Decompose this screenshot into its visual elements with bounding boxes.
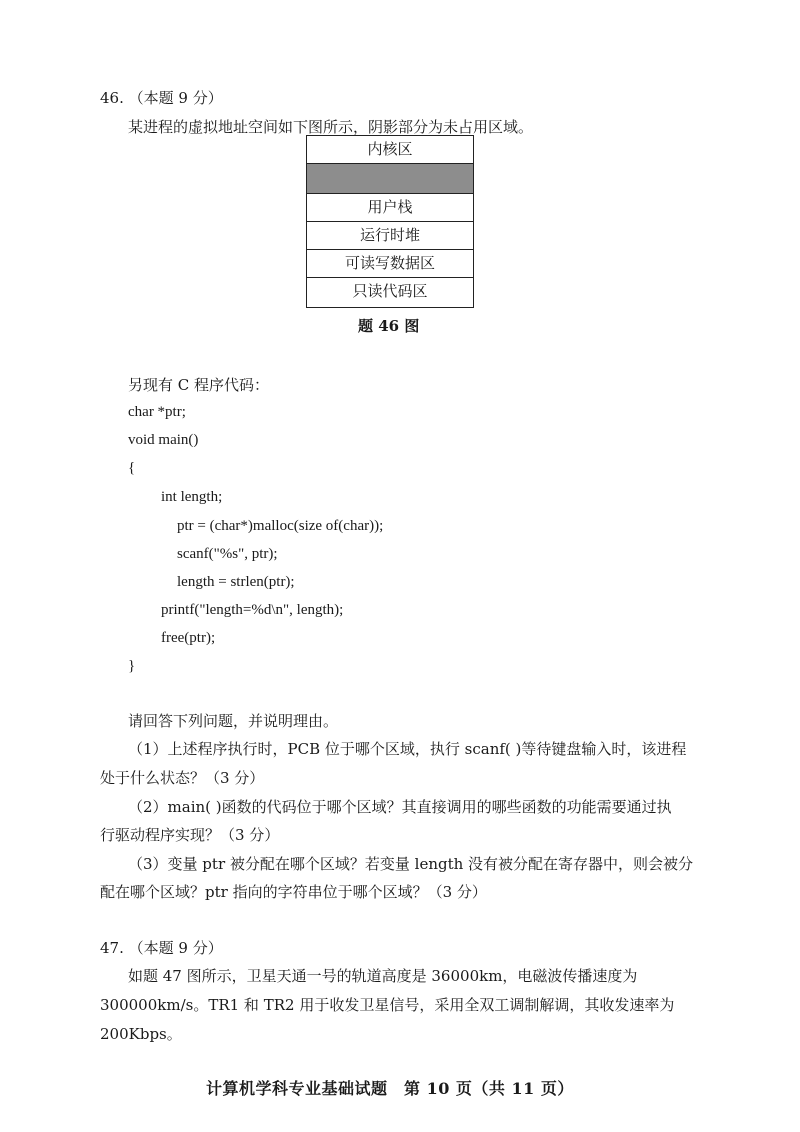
diagram-caption: 题 46 图: [358, 317, 420, 335]
q46-sub3-line2: 配在哪个区域？ptr 指向的字符串位于哪个区域？（3 分）: [100, 883, 487, 901]
q47-line3: 200Kbps。: [100, 1025, 182, 1043]
virtual-address-space-diagram: [306, 135, 474, 308]
code-line: char *ptr;: [128, 404, 186, 420]
code-line: {: [128, 460, 136, 476]
q47-line2: 300000km/s。TR1 和 TR2 用于收发卫星信号，采用全双工调制解调，其收发速率为: [100, 996, 675, 1014]
code-intro: 另现有 C 程序代码：: [128, 376, 270, 394]
q46-sub1-line2: 处于什么状态？（3 分）: [100, 769, 265, 787]
code-line: printf("length=%d\n", length);: [161, 602, 344, 618]
segment-rw-data: 可读写数据区: [307, 250, 473, 278]
q47-heading: 47. （本题 9 分）: [100, 939, 223, 957]
segment-ro-code: 只读代码区: [352, 282, 428, 300]
code-line: }: [128, 658, 136, 674]
code-line: scanf("%s", ptr);: [177, 546, 278, 562]
q46-sub1-line1: （1）上述程序执行时，PCB 位于哪个区域，执行 scanf( )等待键盘输入时，该进程: [128, 740, 687, 758]
code-line: void main(): [128, 432, 199, 448]
code-line: free(ptr);: [161, 630, 216, 646]
code-line: int length;: [161, 489, 223, 505]
q46-sub2-line1: （2）main( )函数的代码位于哪个区域？其直接调用的哪些函数的功能需要通过执: [128, 798, 672, 816]
segment-user-stack: 用户栈: [307, 194, 473, 222]
segment-kernel: 内核区: [307, 136, 473, 164]
segment-unused-shaded: [307, 164, 473, 194]
segment-heap: 运行时堆: [307, 222, 473, 250]
q46-heading: 46. （本题 9 分）: [100, 89, 223, 107]
q46-prompt: 请回答下列问题，并说明理由。: [128, 712, 339, 730]
code-line: length = strlen(ptr);: [177, 574, 295, 590]
q46-intro: 某进程的虚拟地址空间如下图所示，阴影部分为未占用区域。: [128, 118, 534, 136]
q47-line1: 如题 47 图所示，卫星天通一号的轨道高度是 36000km，电磁波传播速度为: [128, 967, 638, 985]
q46-sub2-line2: 行驱动程序实现？（3 分）: [100, 826, 280, 844]
page-footer: 计算机学科专业基础试题 第 10 页（共 11 页）: [206, 1079, 574, 1098]
q46-sub3-line1: （3）变量 ptr 被分配在哪个区域？若变量 length 没有被分配在寄存器中，则会被分: [128, 855, 694, 873]
code-line: ptr = (char*)malloc(size of(char));: [177, 518, 384, 534]
